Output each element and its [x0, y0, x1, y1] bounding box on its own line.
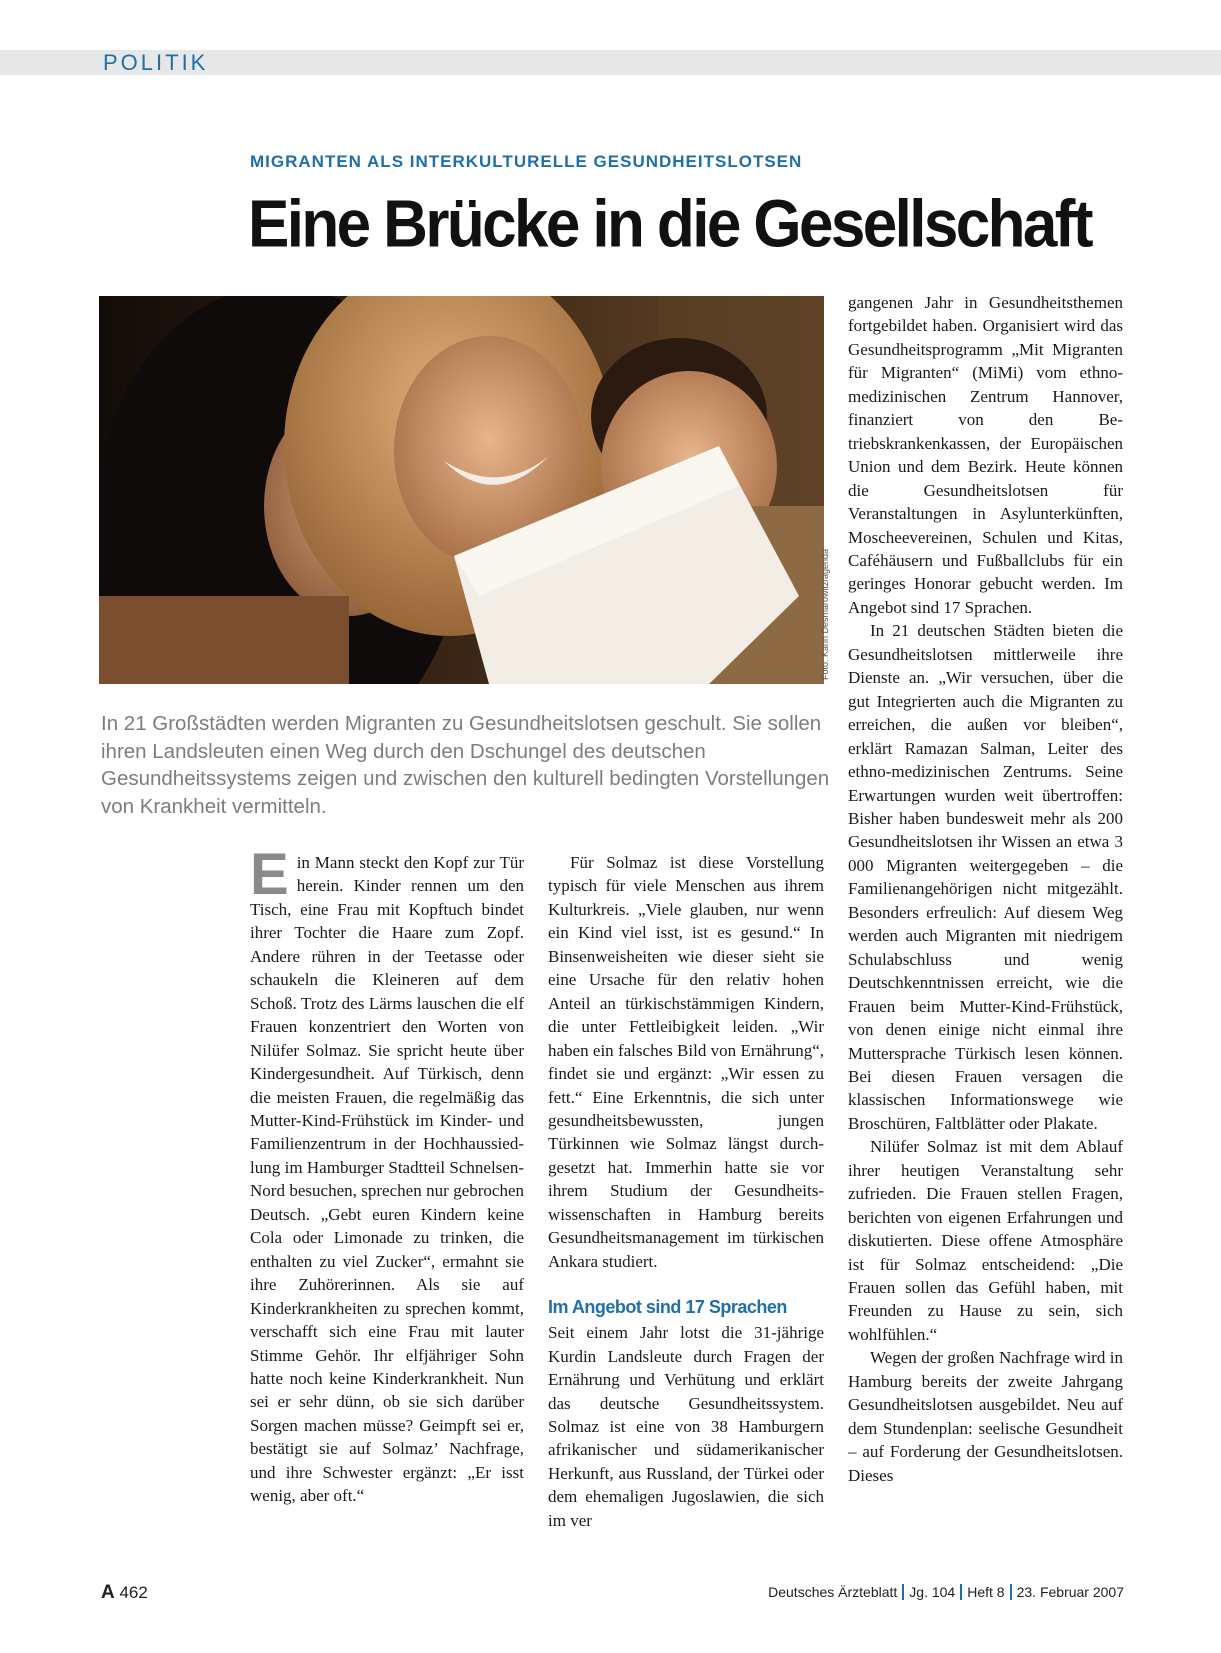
footer-separator	[960, 1584, 962, 1600]
body-column-1	[250, 842, 524, 1508]
footer-separator	[1010, 1584, 1012, 1600]
body-paragraph: Nilüfer Solmaz ist mit dem Ablauf ihrer heutigen Veranstaltung sehr zufrieden. Die Frauen stellen Fragen, berichten von eigenen Erfahrungen und diskutierten. Diese offene Atmosphäre ist für Solmaz entscheidend: „Die Frauen sollen das Gefühl haben, mit Freunden zu Hause zu sein, sich wohlfühlen.“	[848, 1137, 1123, 1344]
section-label: POLITIK	[103, 50, 209, 75]
article-kicker: MIGRANTEN ALS INTERKULTURELLE GESUNDHEITSLOTSEN	[250, 152, 803, 171]
subheading: Im Angebot sind 17 Sprachen	[548, 1297, 787, 1318]
page-folio	[101, 1582, 148, 1604]
body-paragraph	[250, 842, 524, 1508]
journal-date: 23. Februar 2007	[1016, 1584, 1124, 1600]
photo-credit: Foto: Karin Desmarowitz/agenda	[820, 548, 830, 680]
journal-issue: Heft 8	[967, 1584, 1005, 1600]
article-photo	[99, 296, 824, 684]
body-column-2	[548, 851, 824, 1532]
journal-volume: Jg. 104	[909, 1584, 956, 1600]
article-lead: In 21 Großstädten werden Migranten zu Gesundheitslotsen geschult. Sie sollen ihren Landsleuten einen Weg durch den Dschungel des deutschen Gesundheitssystems zeigen und zwischen den kulturell bedingten Vorstellungen von Krankheit vermitteln.	[101, 712, 830, 818]
journal-name: Deutsches Ärzteblatt	[768, 1584, 898, 1600]
article-headline: Eine Brücke in die Gesellschaft	[248, 187, 1091, 262]
body-paragraph: Seit einem Jahr lotst die 31-jährige Kurdin Landsleute durch Fragen der Ernährung und Verhütung und erklärt das deutsche Gesundheitssystem. Solmaz ist eine von 38 Hamburgern afrikanischer und südamerikanischer Herkunft, aus Russland, der Türkei oder dem ehemaligen Jugoslawien, die sich im ver	[548, 1323, 824, 1530]
body-paragraph: gangenen Jahr in Gesundheitsthemen fortgebildet haben. Organisiert wird das Gesundheitsprogramm „Mit Migranten für Migranten“ (MiMi) vom ethno-medizinischen Zentrum Hannover, finanziert von den Betriebskrankenkassen, der Europäischen Union und dem Bezirk. Heute können die Gesundheitslotsen für Veranstaltungen in Asylunterkünften, Moscheevereinen, Schulen und Kitas, Caféhäusern und Fußballclubs für ein geringes Honorar gebucht werden. Im Angebot sind 17 Sprachen.	[848, 293, 1123, 617]
footer-separator	[902, 1584, 904, 1600]
paragraph-text: in Mann steckt den Kopf zur Tür herein. Kinder rennen um den Tisch, eine Frau mit Kopftuch bindet ihrer Tochter die Haare zum Zopf. Andere rühren in der Teetasse oder schaukeln die Kleineren auf dem Schoß. Trotz des Lärms lauschen die elf Frauen konzentriert den Worten von Nilüfer Solmaz. Sie spricht heute über Kindergesundheit. Auf Türkisch, denn die meisten Frauen, die regelmäßig das Mutter-Kind-Frühstück im Kinder- und Familienzentrum in der Hochhaussiedlung im Hamburger Stadtteil Schnelsen-Nord besuchen, sprechen nur gebrochen Deutsch. „Gebt euren Kindern keine Cola oder Limonade zu trinken, die enthalten zu viel Zucker“, ermahnt sie ihre Zuhörerinnen. Als sie auf Kinderkrankheiten zu sprechen kommt, verschafft sich eine Frau mit lauter Stimme Gehör. Ihr elfjähriger Sohn hatte noch keine Kinderkrankheit. Nun sei er sehr dünn, ob sie sich darüber Sorgen machen müsse? Geimpft sei er, bestätigt sie auf Solmaz’ Nachfrage, und ihre Schwester ergänzt: „Er isst wenig, aber oft.“	[250, 853, 524, 1506]
body-paragraph: In 21 deutschen Städten bieten die Gesundheitslotsen mittlerweile ihre Dienste an. „Wir versuchen, über die gut Integrierten auch die Migranten zu erreichen, die außen vor bleiben“, erklärt Ramazan Salman, Leiter des ethno-medizinischen Zentrums. Seine Erwartungen wurden weit übertroffen: Bisher haben bundesweit mehr als 200 Gesundheitslotsen ihr Wissen an etwa 3 000 Migranten weitergegeben – die Familienangehörigen nicht mitgezählt. Besonders erfreulich: Auf diesem Weg werden auch Migranten mit niedrigem Schulabschluss und wenig Deutschkenntnissen erreicht, wie die Frauen beim Mutter-Kind-Frühstück, von denen einige nicht einmal ihre Muttersprache Türkisch lesen können. Bei diesen Frauen versagen die klassischen Informationswege wie Broschüren, Faltblätter oder Plakate.	[848, 621, 1123, 1133]
page-prefix: A	[101, 1582, 115, 1603]
body-column-3	[848, 291, 1123, 1487]
body-paragraph: Für Solmaz ist diese Vorstellung typisch für viele Menschen aus ihrem Kulturkreis. „Viele glauben, nur wenn ein Kind viel isst, ist es gesund.“ In Binsenweisheiten wie dieser sieht sie eine Ursache für den relativ hohen Anteil an türkischstämmigen Kindern, die unter Fettleibigkeit leiden. „Wir haben ein falsches Bild von Ernährung“, findet sie und ergänzt: „Wir essen zu fett.“ Eine Erkenntnis, die sich unter gesundheitsbewussten, jungen Türkinnen wie Solmaz längst durchgesetzt hat. Immerhin hatte sie vor ihrem Studium der Gesundheitswissenschaften in Hamburg bereits Gesundheitsmanagement im türkischen Ankara studiert.	[548, 853, 824, 1271]
body-paragraph: Wegen der großen Nachfrage wird in Hamburg bereits der zweite Jahrgang Gesundheitslotsen ausgebildet. Neu auf dem Stundenplan: seelische Gesundheit – auf Forderung der Gesundheitslotsen. Dieses	[848, 1348, 1123, 1485]
page-number: 462	[119, 1583, 148, 1602]
drop-cap: E	[250, 842, 289, 907]
journal-footer	[768, 1584, 1124, 1600]
